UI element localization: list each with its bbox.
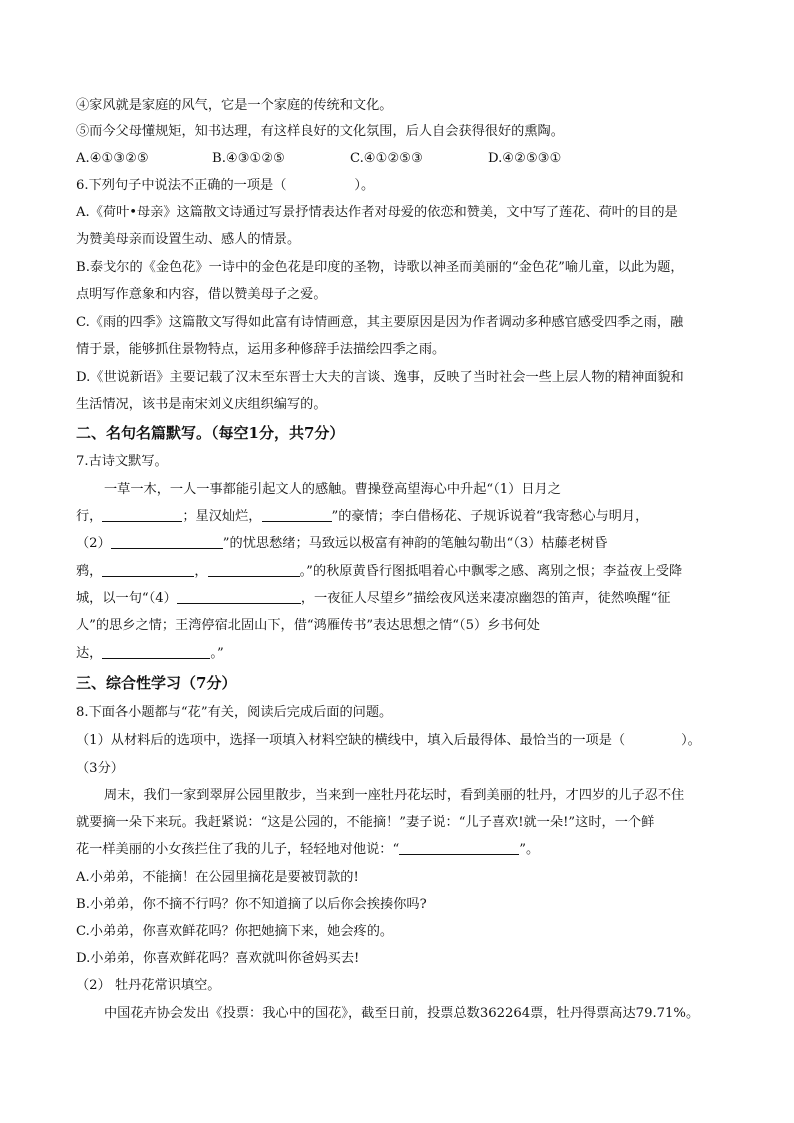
option-item: ④家风就是家庭的风气，它是一个家庭的传统和文化。 bbox=[76, 98, 393, 113]
text: 。”的秋原黄昏行图抵唱着心中飘零之感、离别之恨；李益夜上受降 bbox=[299, 564, 683, 579]
question-7-stem: 7.古诗文默写。 bbox=[76, 454, 168, 469]
option-a: A.小弟弟，不能摘！在公园里摘花是要被罚款的! bbox=[76, 870, 359, 885]
section-heading-3: 三、综合性学习（7分） bbox=[76, 674, 237, 692]
option-c-line1: C.《雨的四季》这篇散文写得如此富有诗情画意，其主要原因是因为作者调动多种感官感受四季之雨，融 bbox=[76, 315, 684, 330]
text: ”的豪情；李白借杨花、子规诉说着“我寄愁心与明月， bbox=[331, 509, 649, 524]
passage-line: 一草一木，一人一事都能引起文人的感触。曹操登高望海心中升起“（1）日月之 bbox=[104, 482, 561, 497]
text: （2） bbox=[76, 536, 111, 551]
score-note: （3分） bbox=[76, 761, 124, 776]
material-line bbox=[76, 840, 754, 860]
question-8-stem: 8.下面各小题都与“花”有关，阅读后完成后面的问题。 bbox=[76, 705, 393, 720]
material-line: 周末，我们一家到翠屏公园里散步，当来到一座牡丹花坛时，看到美丽的牡丹，才四岁的儿子忍不住 bbox=[104, 788, 685, 803]
fill-blank[interactable] bbox=[102, 507, 182, 522]
choice-c: C.④①②⑤③ bbox=[350, 151, 423, 166]
text: ， bbox=[194, 564, 208, 579]
text: ”的忧思愁绪；马致远以极富有神韵的笔触勾勒出“（3）枯藤老树昏 bbox=[222, 536, 608, 551]
text: 花一样美丽的小女孩拦住了我的儿子，轻轻地对他说：“ bbox=[76, 842, 400, 857]
option-a-line1: A.《荷叶•母亲》这篇散文诗通过写景抒情表达作者对母爱的依恋和赞美，文中写了莲花、荷叶的目的是 bbox=[76, 205, 678, 220]
fill-blank[interactable] bbox=[399, 840, 519, 855]
fill-blank[interactable] bbox=[208, 562, 300, 577]
option-c-line2: 情于景，能够抓住景物特点，运用多种修辞手法描绘四季之雨。 bbox=[76, 342, 446, 357]
fill-blank[interactable] bbox=[262, 507, 332, 522]
material-line: 中国花卉协会发出《投票：我心中的国花》，截至日前，投票总数362264票，牡丹得票高达79.71%。 bbox=[104, 1006, 700, 1021]
option-d-line2: 生活情况，该书是南宋刘义庆组织编写的。 bbox=[76, 397, 327, 412]
text: 。” bbox=[210, 646, 224, 661]
material-line: 就要摘一朵下来玩。我赶紧说：“这是公园的，不能摘！”妻子说：“儿子喜欢!就一朵!”这时，一个鲜 bbox=[76, 815, 655, 830]
choice-b: B.④③①②⑤ bbox=[212, 151, 285, 166]
fill-blank[interactable] bbox=[177, 589, 301, 604]
choice-a: A.④①③②⑤ bbox=[76, 151, 149, 166]
answer-choices-row bbox=[76, 149, 754, 169]
text: 达， bbox=[76, 646, 103, 661]
option-c: C.小弟弟，你喜欢鲜花吗？你把她摘下来，她会疼的。 bbox=[76, 924, 394, 939]
passage-line bbox=[76, 589, 754, 609]
section-heading-2: 二、名句名篇默写。（每空1分，共7分） bbox=[76, 424, 345, 442]
sub-question-1 bbox=[76, 731, 754, 751]
question-6-stem bbox=[76, 176, 754, 196]
option-b-line2: 点明写作意象和内容，借以赞美母子之爱。 bbox=[76, 287, 327, 302]
fill-blank[interactable] bbox=[111, 534, 223, 549]
passage-line bbox=[76, 507, 754, 527]
option-d-line1: D.《世说新语》主要记载了汉末至东晋士大夫的言谈、逸事，反映了当时社会一些上层人物的精神面貌和 bbox=[76, 370, 684, 385]
text: 城，以一句“（4） bbox=[76, 591, 177, 606]
option-b: B.小弟弟，你不摘不行吗？你不知道摘了以后你会挨揍你吗? bbox=[76, 897, 427, 912]
text: 鸦， bbox=[76, 564, 103, 579]
sub-question-2: （2） 牡丹花常识填空。 bbox=[76, 978, 221, 993]
text: ；星汉灿烂， bbox=[182, 509, 262, 524]
option-a-line2: 为赞美母亲而设置生动、感人的情景。 bbox=[76, 232, 301, 247]
choice-d: D.④②⑤③① bbox=[488, 151, 562, 166]
passage-line: 人”的思乡之情；王湾停宿北固山下，借“鸿雁传书”表达思想之情“（5）乡书何处 bbox=[76, 618, 540, 633]
text: 行， bbox=[76, 509, 103, 524]
text: ”。 bbox=[519, 842, 540, 857]
text: ，一夜征人尽望乡”描绘夜风送来凄凉幽怨的笛声，徒然唤醒“征 bbox=[300, 591, 671, 606]
passage-line bbox=[76, 534, 754, 554]
text: ）。 bbox=[681, 733, 701, 748]
fill-blank[interactable] bbox=[102, 644, 210, 659]
fill-blank[interactable] bbox=[102, 562, 194, 577]
option-item: ⑤而今父母懂规矩，知书达理，有这样良好的文化氛围，后人自会获得很好的熏陶。 bbox=[76, 124, 564, 139]
option-d: D.小弟弟，你喜欢鲜花吗？喜欢就叫你爸妈买去! bbox=[76, 951, 360, 966]
option-b-line1: B.泰戈尔的《金色花》一诗中的金色花是印度的圣物，诗歌以神圣而美丽的“金色花”喻儿童，以此为题， bbox=[76, 260, 684, 275]
text: （1）从材料后的选项中，选择一项填入材料空缺的横线中，填入后最得体、最恰当的一项是（ bbox=[76, 733, 626, 748]
question-text-end: ）。 bbox=[354, 178, 375, 193]
passage-line bbox=[76, 562, 754, 582]
passage-line bbox=[76, 644, 754, 664]
question-text: 6.下列句子中说法不正确的一项是（ bbox=[76, 178, 287, 193]
